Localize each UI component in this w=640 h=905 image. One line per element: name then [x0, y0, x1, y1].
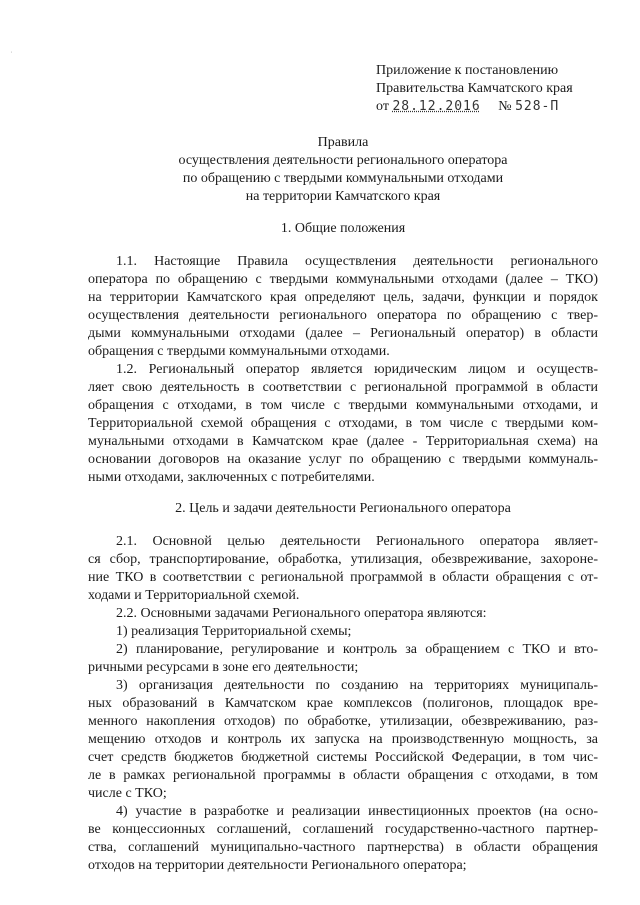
text-line: 4) участие в разработке и реализации инвестиционных проектов (на осно- — [116, 804, 598, 819]
appendix-date: 28.12.2016 — [392, 99, 481, 114]
text-line: ходами и Территориальной схемой. — [88, 588, 300, 603]
scan-mark: ˙ — [10, 50, 13, 59]
appendix-line-2: Правительства Камчатского края — [376, 81, 573, 96]
text-line: менного накопления отходов) по обработке, утилизации, обезвреживанию, раз- — [88, 714, 598, 729]
text-line: оператора по обращению с твердыми коммунальными отходами (далее – ТКО) — [88, 272, 598, 287]
title-line-4: на территории Камчатского края — [245, 189, 441, 204]
text-line: 1) реализация Территориальной схемы; — [116, 624, 352, 639]
text-line: 2) планирование, регулирование и контроль за обращением с ТКО и вто- — [116, 642, 598, 657]
text-line: ства, соглашений муниципально-частного партнерства) в области обращения — [88, 840, 598, 855]
text-line: ных образований в Камчатском крае комплексов (полигонов, площадок вре- — [88, 696, 598, 711]
title-line-3: по обращению с твердыми коммунальными отходами — [182, 171, 504, 186]
appendix-number: 528-П — [515, 99, 560, 114]
text-line: счет средств бюджетов бюджетной системы Российской Федерации, в том чис- — [88, 750, 598, 765]
text-line: обращения с твердыми коммунальными отходами. — [88, 344, 390, 359]
text-line: ричными ресурсами в зоне его деятельности; — [88, 660, 359, 675]
appendix-line-1: Приложение к постановлению — [376, 63, 559, 78]
appendix-number-prefix: № — [498, 99, 512, 114]
text-line: мещению отходов и контроль их запуска на производственную мощность, за — [88, 732, 598, 747]
text-line: Территориальной схемой обращения с отходами, в том числе с твердыми ком- — [88, 416, 598, 431]
text-line: 2.2. Основными задачами Регионального оператора являются: — [116, 606, 487, 621]
text-line: основании договоров на оказание услуг по обращению с твердыми коммуналь- — [88, 452, 598, 467]
text-line: ле в рамках региональной программы в области обращения с отходами, в том — [88, 768, 598, 783]
text-line: осуществления деятельности регионального оператора по обращению с твер- — [88, 308, 598, 323]
section-heading-2: 2. Цель и задачи деятельности Регионального оператора — [175, 501, 511, 516]
text-line: мунальными отходами в Камчатском крае (далее - Территориальная схема) на — [88, 434, 598, 449]
text-line: 1.1. Настоящие Правила осуществления деятельности регионального — [116, 254, 598, 269]
text-line: ние ТКО в соответствии с региональной программой в области обращения с от- — [88, 570, 598, 585]
text-line: ве концессионных соглашений, соглашений государственно-частного партнер- — [88, 822, 598, 837]
text-line: 3) организация деятельности по созданию на территориях муниципаль- — [116, 678, 598, 693]
appendix-date-line — [376, 98, 559, 116]
text-line: 1.2. Региональный оператор является юридическим лицом и осуществ- — [116, 362, 598, 377]
section-heading-1: 1. Общие положения — [280, 221, 406, 236]
title-line-1: Правила — [317, 135, 369, 150]
text-line: ными отходами, заключенных с потребителями. — [88, 470, 375, 485]
text-line: на территории Камчатского края определяют цель, задачи, функции и порядок — [88, 290, 598, 305]
text-line: 2.1. Основной целью деятельности Регионального оператора являет- — [116, 534, 598, 549]
text-line: дыми коммунальными отходами (далее – Региональный оператор) в области — [88, 326, 598, 341]
text-line: числе с ТКО; — [88, 786, 167, 801]
text-line: ляет свою деятельность в соответствии с региональной программой в области — [88, 380, 598, 395]
text-line: обращения с отходами, в том числе с твердыми коммунальными отходами, и — [88, 398, 598, 413]
appendix-from-prefix: от — [376, 99, 389, 114]
text-line: ся сбор, транспортирование, обработка, утилизация, обезвреживание, захороне- — [88, 552, 598, 567]
title-line-2: осуществления деятельности регионального оператора — [178, 153, 508, 168]
text-line: отходов на территории деятельности Регионального оператора; — [88, 858, 467, 873]
